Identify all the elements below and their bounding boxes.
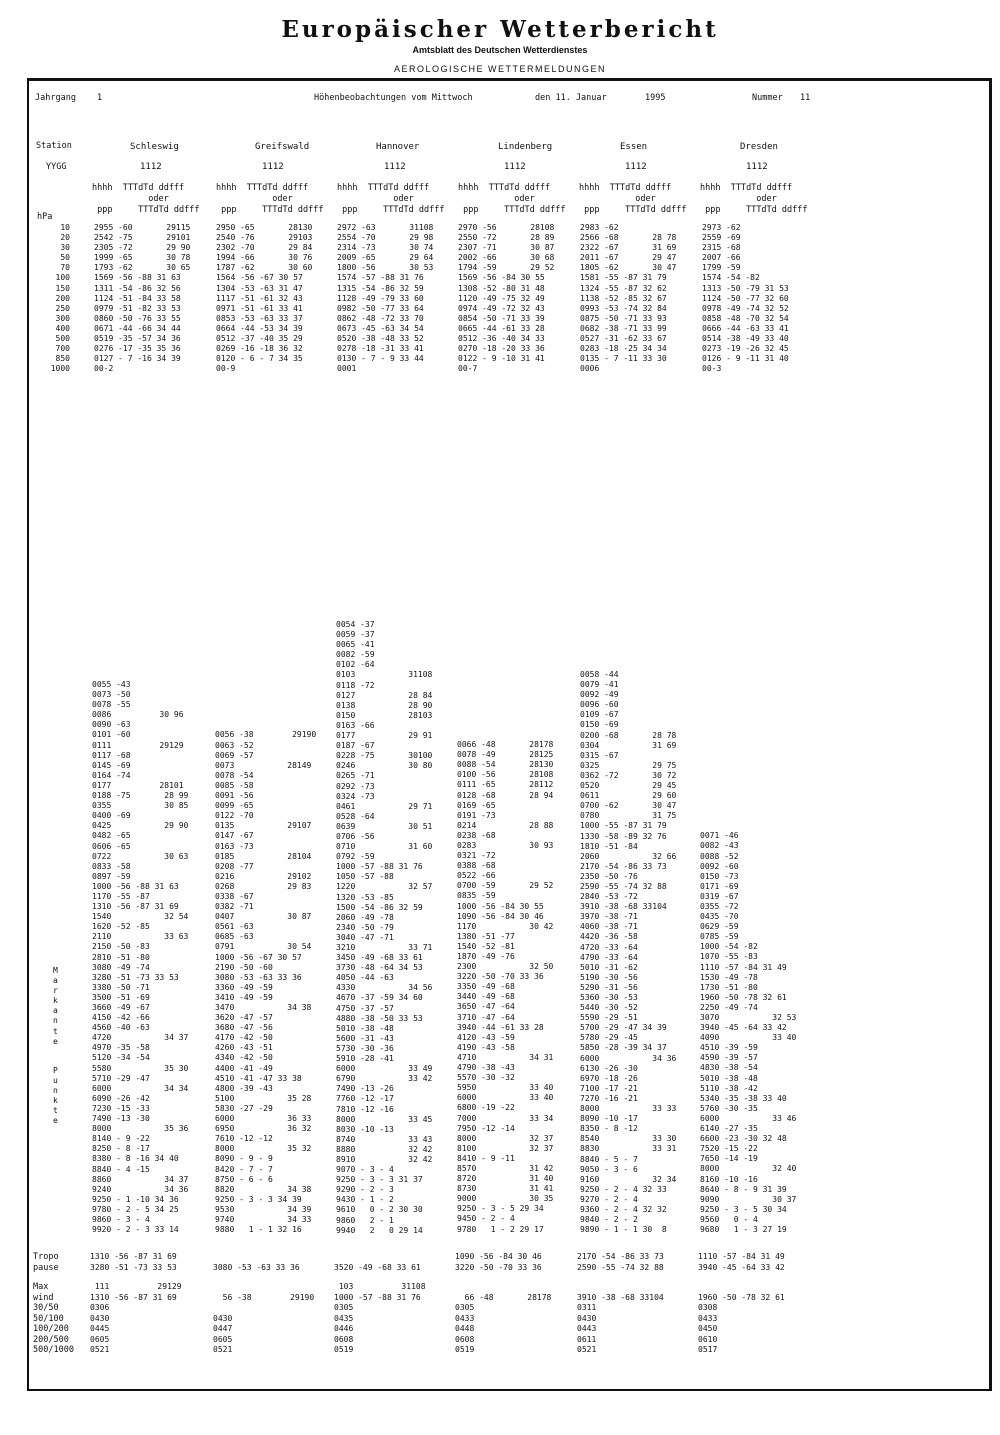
maxwind-greifswald: 56 -38 29190 0430 0447 0605 0521 [213, 1292, 315, 1354]
nummer-label: Nummer [752, 93, 783, 103]
significant-points-hannover: 0054 -37 0059 -37 0065 -41 0082 -59 0102 -64 0103 31108 0118 -72 0127 28 84 0138 28 90 0150 28103 0163 -66 0177 29 91 0187 -67 0228 -75 30100 0246 30 80 0265 -71 0292 -73 0324 -73 0461 29 71 0528 -64 0639 30 51 0706 -56 0710 31 60 0792 -59 1000 -57 -88 31 76 1050 -57 -88 1220 32 57 1320 -53 -85 1500 -54 -86 32 59 2060 -49 -78 2340 -50 -79 3040 -47 -71 3210 33 71 3450 -49 -68 33 61 3730 -48 -64 34 53 4050 -44 -63 4330 34 56 4670 -37 -59 34 60 4750 -37 -57 4880 -38 -50 33 53 5010 -38 -48 5600 -31 -43 5730 -30 -36 5910 -28 -41 6000 33 49 6790 33 42 7490 -13 -26 7760 -12 -17 7810 -12 -16 8000 33 45 8030 -10 -13 8740 33 43 8880 32 42 8910 32 42 9070 - 3 - 4 9250 - 3 - 3 31 37 9290 - 2 - 3 9430 - 1 - 2 9610 0 - 2 30 30 9860 2 - 1 9940 2 0 29 14 [336, 620, 433, 1235]
standard-levels-dresden: 2973 -62 2559 -69 2315 -68 2007 -66 1799 -59 1574 -54 -82 1313 -50 -79 31 53 1124 -50 -77 32 60 0978 -49 -74 32 52 0858 -48 -70 32 54 0666 -44 -63 33 41 0514 -38 -49 33 40 0273 -19 -26 32 45 0126 - 9 -11 31 40 00-3 [702, 223, 789, 374]
station-name: Dresden [740, 142, 778, 152]
column-header-block: hhhh TTTdTd ddfff oder ppp TTTdTd ddfff [700, 183, 808, 215]
tropopause-label: Tropo pause [33, 1252, 59, 1273]
tropopause-hannover: 3520 -49 -68 33 61 [334, 1262, 421, 1272]
station-yygg: 1112 [746, 162, 768, 172]
station-yygg: 1112 [625, 162, 647, 172]
maxwind-hannover: 103 31108 1000 -57 -88 31 76 0305 0435 0446 0608 0519 [334, 1282, 426, 1354]
section-title: AEROLOGISCHE WETTERMELDUNGEN [393, 64, 607, 74]
column-header-block: hhhh TTTdTd ddfff oder ppp TTTdTd ddfff [579, 183, 687, 215]
maxwind-lindenberg: 66 -48 28178 0305 0433 0448 0608 0519 [455, 1292, 552, 1354]
column-header-block: hhhh TTTdTd ddfff oder ppp TTTdTd ddfff [337, 183, 445, 215]
station-label: Station [36, 141, 72, 151]
maxwind-dresden: 1960 -50 -78 32 61 0308 0433 0450 0610 0517 [698, 1292, 785, 1354]
observation-text: Höhenbeobachtungen vom Mittwoch [314, 93, 473, 103]
column-header-block: hhhh TTTdTd ddfff oder ppp TTTdTd ddfff [458, 183, 566, 215]
pressure-levels: 10 20 30 50 70 100 150 200 250 300 400 500 700 850 1000 [50, 223, 70, 374]
tropopause-lindenberg: 1090 -56 -84 30 46 3220 -50 -70 33 36 [455, 1252, 542, 1272]
tropopause-dresden: 1110 -57 -84 31 49 3940 -45 -64 33 42 [698, 1252, 785, 1272]
station-name: Schleswig [130, 142, 179, 152]
standard-levels-hannover: 2972 -63 31108 2554 -70 29 98 2314 -73 30 74 2009 -65 29 64 1800 -56 30 53 1574 -57 -88 31 76 1315 -54 -86 32 59 1128 -49 -79 33 60 0982 -50 -77 33 64 0862 -48 -72 33 70 0673 -45 -63 34 54 0520 -38 -48 33 52 0278 -18 -31 33 41 0130 - 7 - 9 33 44 0001 [337, 223, 434, 374]
station-name: Hannover [376, 142, 420, 152]
maxwind-essen: 3910 -38 -68 33104 0311 0430 0443 0611 0521 [577, 1292, 664, 1354]
yygg-label: YYGG [46, 162, 67, 172]
station-yygg: 1112 [384, 162, 406, 172]
station-yygg: 1112 [262, 162, 284, 172]
significant-points-schleswig: 0055 -43 0073 -50 0078 -55 0086 30 96 0090 -63 0101 -60 0111 29129 0117 -68 0145 -69 0164 -74 0177 28101 0188 -75 28 99 0355 30 85 0400 -69 0425 29 90 0482 -65 0606 -65 0722 30 63 0833 -58 0897 -59 1000 -56 -88 31 63 1170 -55 -87 1310 -56 -87 31 69 1540 32 54 1620 -52 -85 2110 33 63 2150 -50 -83 2810 -51 -80 3080 -49 -74 3280 -51 -73 33 53 3380 -50 -71 3500 -51 -69 3660 -49 -67 4150 -42 -66 4560 -40 -63 4720 34 37 4970 -35 -58 5120 -34 -54 5580 35 30 5710 -29 -47 6000 34 34 6090 -26 -42 7230 -15 -33 7490 -13 -30 8000 35 36 8140 - 9 -22 8250 - 8 -17 8380 - 8 -16 34 40 8840 - 4 -15 8860 34 37 9240 34 36 9250 - 1 -10 34 36 9780 - 2 - 5 34 25 9860 - 3 - 4 9920 - 2 - 3 33 14 [92, 680, 189, 1235]
station-name: Lindenberg [498, 142, 553, 152]
jahrgang-value: 1 [97, 93, 103, 103]
tropopause-schleswig: 1310 -56 -87 31 69 3280 -51 -73 33 53 [90, 1252, 177, 1272]
maxwind-label: Max wind 30/50 50/100 100/200 200/500 500/1000 [33, 1282, 74, 1355]
standard-levels-lindenberg: 2970 -56 28108 2550 -72 28 89 2307 -71 30 87 2002 -66 30 68 1794 -59 29 52 1569 -56 -84 30 55 1308 -52 -80 31 48 1120 -49 -75 32 49 0974 -49 -72 32 43 0854 -50 -71 33 39 0665 -44 -61 33 28 0512 -36 -40 34 33 0270 -18 -20 33 36 0122 - 9 -10 31 41 00-7 [458, 223, 555, 374]
hpa-label: hPa [37, 212, 53, 222]
page-title: Europäischer Wetterbericht [281, 16, 719, 43]
punkte-vertical-label: P u n k t e [53, 1066, 58, 1126]
standard-levels-essen: 2983 -62 2566 -68 28 78 2322 -67 31 69 2011 -67 29 47 1805 -62 30 47 1581 -55 -87 31 79 1324 -55 -87 32 62 1138 -52 -85 32 67 0993 -53 -74 32 84 0875 -50 -71 33 93 0682 -38 -71 33 99 0527 -31 -62 33 67 0283 -18 -25 34 34 0135 - 7 -11 33 30 0006 [580, 223, 677, 374]
nummer-value: 11 [800, 93, 811, 103]
column-header-block: hhhh TTTdTd ddfff oder ppp TTTdTd ddfff [216, 183, 324, 215]
markante-vertical-label: M a r k a n t e [53, 966, 58, 1046]
standard-levels-schleswig: 2955 -60 29115 2542 -75 29101 2305 -72 29 90 1999 -65 30 78 1793 -62 30 65 1569 -56 -88 31 63 1311 -54 -86 32 56 1124 -51 -84 33 58 0979 -51 -82 33 53 0860 -50 -76 33 55 0671 -44 -66 34 44 0519 -35 -57 34 36 0276 -17 -35 35 36 0127 - 7 -16 34 39 00-2 [94, 223, 191, 374]
station-name: Greifswald [255, 142, 310, 152]
date-text: den 11. Januar [535, 93, 607, 103]
significant-points-lindenberg: 0066 -48 28178 0078 -49 28125 0088 -54 28130 0100 -56 28108 0111 -65 28112 0128 -68 28 94 0169 -65 0191 -73 0214 28 88 0238 -68 0283 30 93 0321 -72 0388 -68 0522 -66 0700 -59 29 52 0835 -59 1000 -56 -84 30 55 1090 -56 -84 30 46 1170 30 42 1380 -51 -77 1540 -52 -81 1870 -49 -76 2300 32 50 3220 -50 -70 33 36 3350 -49 -68 3440 -49 -68 3650 -47 -64 3710 -47 -64 3940 -44 -61 33 28 4120 -43 -59 4190 -43 -58 4710 34 31 4790 -38 -43 5570 -30 -32 5950 33 40 6000 33 40 6800 -19 -22 7000 33 34 7950 -12 -14 8000 32 37 8100 32 37 8410 - 9 -11 8570 31 42 8720 31 40 8730 31 41 9000 30 35 9250 - 3 - 5 29 34 9450 - 2 - 4 9780 1 - 2 29 17 [457, 740, 554, 1234]
tropopause-greifswald: 3080 -53 -63 33 36 [213, 1262, 300, 1272]
standard-levels-greifswald: 2950 -65 28130 2540 -76 29103 2302 -70 29 84 1994 -66 30 76 1787 -62 30 60 1564 -56 -67 30 57 1304 -53 -63 31 47 1117 -51 -61 32 43 0971 -51 -61 33 41 0853 -53 -63 33 37 0664 -44 -53 34 39 0512 -37 -40 35 29 0269 -16 -18 36 32 0120 - 6 - 7 34 35 00-9 [216, 223, 313, 374]
jahrgang-label: Jahrgang [35, 93, 76, 103]
maxwind-schleswig: 111 29129 1310 -56 -87 31 69 0306 0430 0445 0605 0521 [90, 1282, 182, 1354]
year-text: 1995 [645, 93, 666, 103]
tropopause-essen: 2170 -54 -86 33 73 2590 -55 -74 32 88 [577, 1252, 664, 1272]
publisher-subtitle: Amtsblatt des Deutschen Wetterdienstes [412, 45, 588, 55]
significant-points-essen: 0058 -44 0079 -41 0092 -49 0096 -60 0109 -67 0150 -69 0200 -68 28 78 0304 31 69 0315 -67 0325 29 75 0362 -72 30 72 0520 29 45 0611 29 60 0700 -62 30 47 0780 31 75 1000 -55 -87 31 79 1330 -58 -89 32 76 1810 -51 -84 2060 32 66 2170 -54 -86 33 73 2350 -50 -76 2590 -55 -74 32 88 2840 -53 -72 3910 -38 -68 33104 3970 -38 -71 4060 -38 -71 4420 -36 -58 4720 -33 -64 4790 -33 -64 5010 -31 -62 5190 -30 -56 5290 -31 -56 5360 -30 -53 5440 -30 -52 5590 -29 -51 5700 -29 -47 34 39 5780 -29 -45 5850 -28 -39 34 37 6000 34 36 6130 -26 -30 6970 -18 -26 7100 -17 -21 7270 -16 -21 8000 33 33 8090 -10 -17 8350 - 8 -12 8540 33 30 8830 33 31 8840 - 5 - 7 9050 - 3 - 6 9160 32 34 9250 - 2 - 4 32 33 9270 - 2 - 4 9360 - 2 - 4 32 32 9840 - 2 - 2 9890 - 1 - 1 30 8 [580, 670, 677, 1235]
station-yygg: 1112 [504, 162, 526, 172]
significant-points-dresden: 0071 -46 0082 -43 0088 -52 0092 -60 0150 -73 0171 -69 0319 -67 0355 -72 0435 -70 0629 -59 0785 -59 1000 -54 -82 1070 -55 -83 1110 -57 -84 31 49 1530 -49 -78 1730 -51 -80 1960 -50 -78 32 61 2250 -49 -74 3070 32 53 3940 -45 -64 33 42 4090 33 40 4510 -39 -59 4590 -39 -57 4830 -38 -54 5010 -38 -48 5110 -38 -42 5340 -35 -38 33 40 5760 -30 -35 6000 33 46 6140 -27 -35 6600 -23 -30 32 48 7520 -15 -22 7650 -14 -19 8000 32 40 8160 -10 -16 8640 - 8 - 9 31 39 9090 30 37 9250 - 3 - 5 30 34 9560 0 - 4 9680 1 - 3 27 19 [700, 831, 797, 1234]
station-yygg: 1112 [140, 162, 162, 172]
column-header-block: hhhh TTTdTd ddfff oder ppp TTTdTd ddfff [92, 183, 200, 215]
significant-points-greifswald: 0056 -38 29190 0063 -52 0069 -57 0073 28149 0078 -54 0085 -58 0091 -56 0099 -65 0122 -70 0135 29107 0147 -67 0163 -73 0185 28104 0208 -77 0216 29102 0268 29 83 0338 -67 0382 -71 0407 30 87 0561 -63 0685 -63 0791 30 54 1000 -56 -67 30 57 2190 -50 -60 3080 -53 -63 33 36 3360 -49 -59 3410 -49 -59 3470 34 38 3620 -47 -57 3680 -47 -56 4170 -42 -50 4260 -43 -51 4340 -42 -50 4400 -41 -49 4510 -41 -47 33 38 4800 -39 -43 5100 35 28 5830 -27 -29 6000 36 33 6950 36 32 7610 -12 -12 8000 35 32 8090 - 9 - 9 8420 - 7 - 7 8750 - 6 - 6 8820 34 38 9250 - 3 - 3 34 39 9530 34 39 9740 34 33 9880 1 - 1 32 16 [215, 730, 317, 1235]
station-name: Essen [620, 142, 648, 152]
